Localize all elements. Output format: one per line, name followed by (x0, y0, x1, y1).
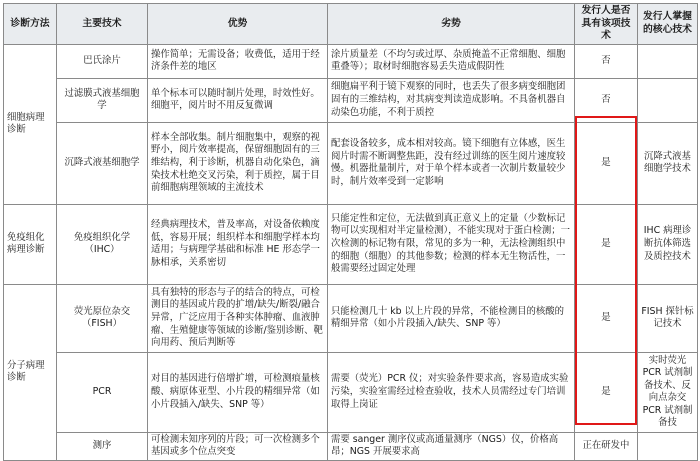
advantage-cell: 操作简单；无需设备；收费低，适用于经济条件差的地区 (148, 44, 328, 78)
table-row (4, 284, 698, 352)
header-core-tech: 发行人掌握的核心技术 (638, 4, 698, 45)
advantage-cell: 具有独特的形态与子的结合的特点，可检测目的基因或片段的扩增/缺失/断裂/融合异常，广泛应用于各种实体肿瘤、血液肿瘤、生殖健康等领域的诊断/鉴别诊断、靶向用药、预后判断等 (148, 284, 328, 352)
has-tech-cell: 是 (575, 204, 638, 284)
table-row (4, 204, 698, 284)
has-tech-cell: 正在研发中 (575, 432, 638, 460)
tech-cell: 免疫组织化学（IHC） (57, 204, 148, 284)
comparison-table (3, 3, 698, 461)
core-tech-cell (638, 44, 698, 78)
disadvantage-cell: 只能检测几十 kb 以上片段的异常，不能检测目的核酸的精细异常（如小片段插入/缺失、SNP 等） (328, 284, 575, 352)
core-tech-cell (638, 78, 698, 122)
header-tech: 主要技术 (57, 4, 148, 45)
disadvantage-cell: 配套设备较多，成本相对较高。镜下细胞有立体感，医生阅片时需不断调整焦距，没有经过训练的医生阅片速度较慢。机器批量制片，对于单个样本或者一次制片数量较少时，制片效率受到一定影响 (328, 122, 575, 204)
advantage-cell: 单个标本可以随时制片处理，时效性好。细胞平，阅片时不用反复微调 (148, 78, 328, 122)
core-tech-cell: 沉降式液基细胞学技术 (638, 122, 698, 204)
tech-cell: 巴氏涂片 (57, 44, 148, 78)
advantage-cell: 样本全部收集。制片细胞集中，观察的视野小，阅片效率提高，保留细胞固有的三维结构，利于诊断，机器自动化染色，滴染技术杜绝交叉污染，利于质控，属于目前细胞病理领域的主流技术 (148, 122, 328, 204)
disadvantage-cell: 只能定性和定位，无法做到真正意义上的定量（少数标记物可以实现相对半定量检测），不能实现对于蛋白检测；一次检测的标记物有限，常见的多为一种，无法检测组织中的细胞（细胞）的其他参数；检测的样本无生物活性，一般需要经过固定处理 (328, 204, 575, 284)
table-row (4, 432, 698, 460)
tech-cell: PCR (57, 352, 148, 432)
group-molecular: 分子病理诊断 (4, 284, 57, 460)
has-tech-cell: 是 (575, 284, 638, 352)
has-tech-cell: 是 (575, 122, 638, 204)
disadvantage-cell: 细胞扁平利于镜下观察的同时，也丢失了很多病变细胞团固有的三维结构，对其病变判读造成影响。不具备机器自动染色功能，不利于质控 (328, 78, 575, 122)
group-ihc: 免疫组化病理诊断 (4, 204, 57, 284)
core-tech-cell: FISH 探针标记技术 (638, 284, 698, 352)
advantage-cell: 对目的基因进行倍增扩增，可检测痕量核酸、病原体亚型、小片段的精细异常（如小片段插入/缺失、SNP 等） (148, 352, 328, 432)
has-tech-cell: 否 (575, 78, 638, 122)
advantage-cell: 可检测未知序列的片段；可一次检测多个基因或多个位点突变 (148, 432, 328, 460)
header-row (4, 4, 698, 45)
core-tech-cell: IHC 病理诊断抗体筛选及质控技术 (638, 204, 698, 284)
header-disadvantages: 劣势 (328, 4, 575, 45)
tech-cell: 荧光原位杂交（FISH） (57, 284, 148, 352)
disadvantage-cell: 需要 sanger 测序仪或高通量测序（NGS）仪，价格高昂；NGS 开展要求高 (328, 432, 575, 460)
group-cytology: 细胞病理诊断 (4, 44, 57, 204)
tech-cell: 沉降式液基细胞学 (57, 122, 148, 204)
tech-cell: 过滤膜式液基细胞学 (57, 78, 148, 122)
advantage-cell: 经典病理技术，普及率高，对设备依赖度低，容易开展；组织样本和细胞学样本均适用；与病理学基础和标准 HE 形态学一脉相承，关系密切 (148, 204, 328, 284)
header-advantages: 优势 (148, 4, 328, 45)
disadvantage-cell: 需要（荧光）PCR 仪；对实验条件要求高，容易造成实验污染，实验室需经过检查验收，技术人员需经过专门培训取得上岗证 (328, 352, 575, 432)
tech-cell: 测序 (57, 432, 148, 460)
table-row (4, 78, 698, 122)
has-tech-cell: 否 (575, 44, 638, 78)
table-row (4, 44, 698, 78)
header-has-tech: 发行人是否具有该项技术 (575, 4, 638, 45)
core-tech-cell: 实时荧光 PCR 试剂制备技术、反向点杂交 PCR 试剂制备技 (638, 352, 698, 432)
has-tech-cell: 是 (575, 352, 638, 432)
header-method: 诊断方法 (4, 4, 57, 45)
table-row (4, 352, 698, 432)
disadvantage-cell: 涂片质量差（不均匀或过厚、杂质掩盖不正常细胞、细胞重叠等）；取材时细胞容易丢失造成假阴性 (328, 44, 575, 78)
table-row (4, 122, 698, 204)
core-tech-cell (638, 432, 698, 460)
